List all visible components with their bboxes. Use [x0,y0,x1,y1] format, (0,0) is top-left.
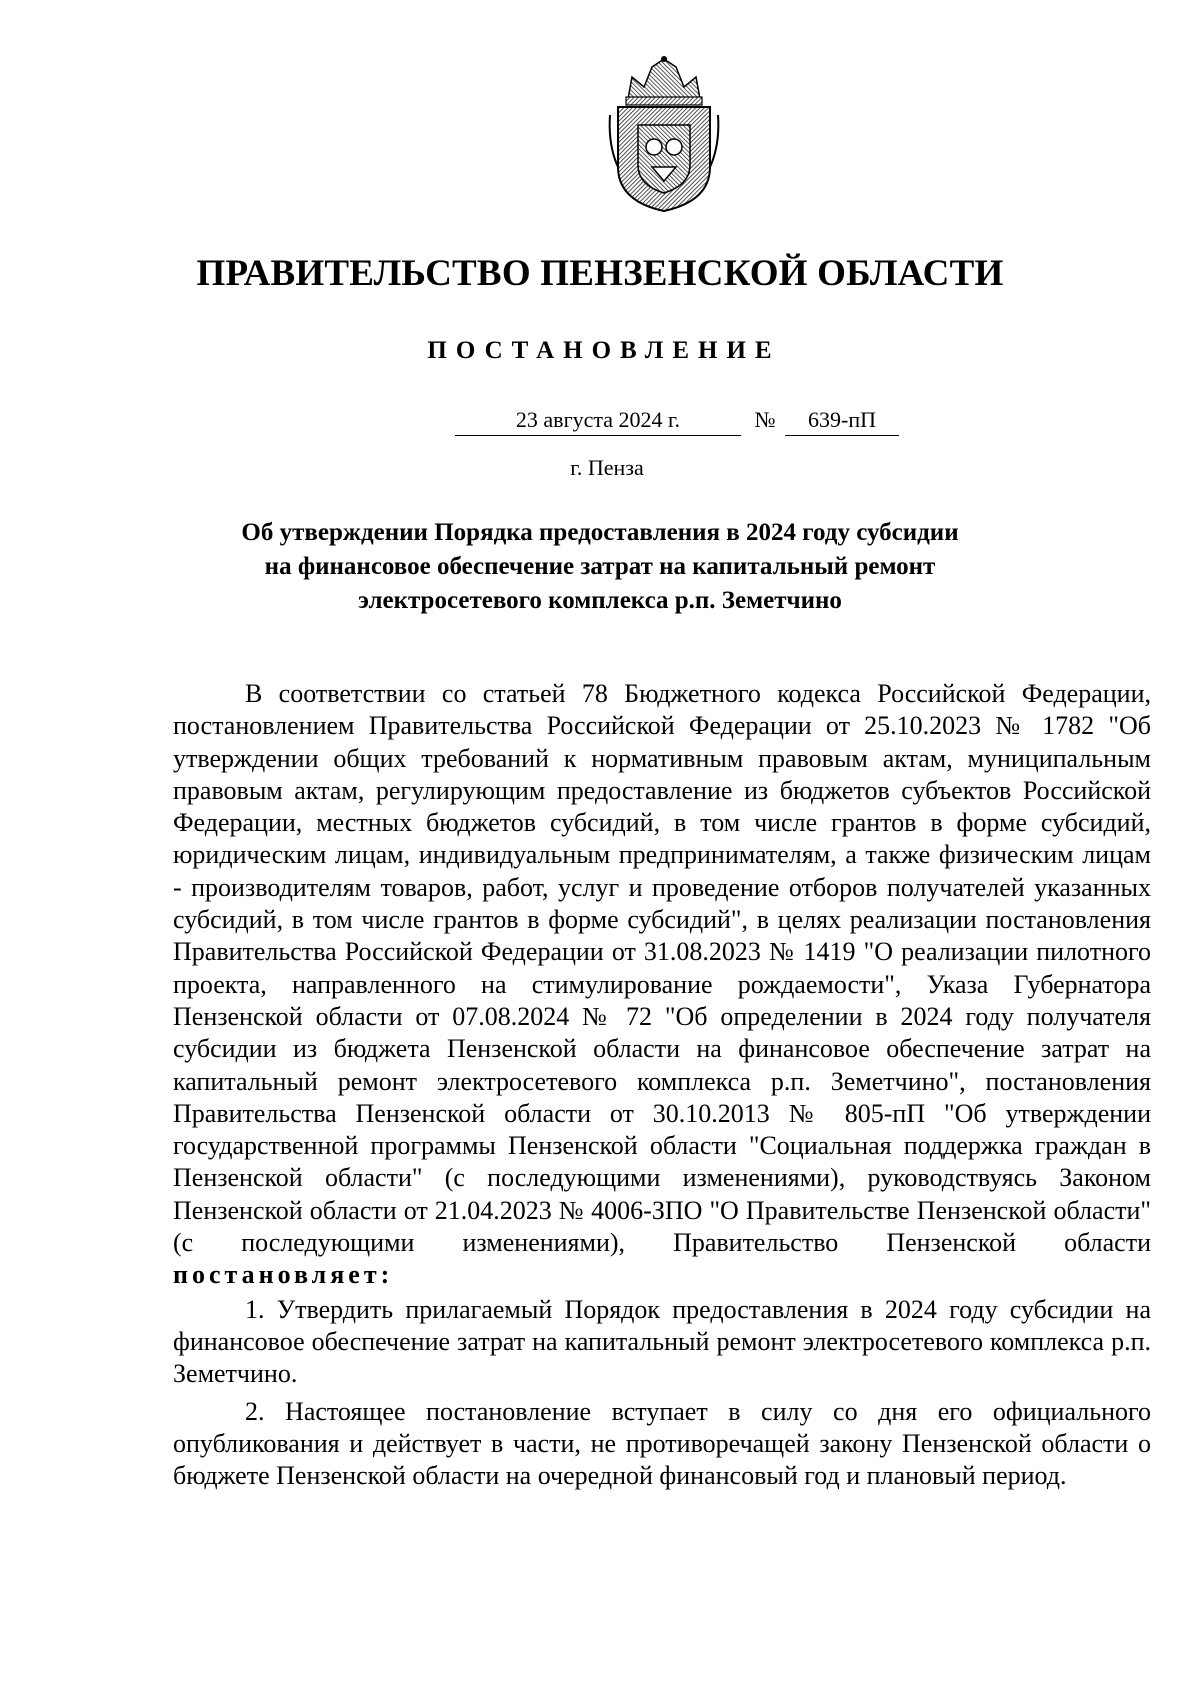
preamble-text: В соответствии со статьей 78 Бюджетного кодекса Российской Федерации, постановлением Правительства Российской Федерации от 25.10.2023 № 1782 "Об утверждении общих требований к нормативным правовым актам, муниципальным правовым актам, регулирующим предоставление из бюджетов субъектов Российской Федерации, местных бюджетов субсидий, в том числе грантов в форме субсидий, юридическим лицам, индивидуальным предпринимателям, а также физическим лицам - производителям товаров, работ, услуг и проведение отборов получателей указанных субсидий, в том числе грантов в форме субсидий", в целях реализации постановления Правительства Российской Федерации от 31.08.2023 № 1419 "О реализации пилотного проекта, направленного на стимулирование рождаемости", Указа Губернатора Пензенской области от 07.08.2024 № 72 "Об определении в 2024 году получателя субсидии из бюджета Пензенской области на финансовое обеспечение затрат на капитальный ремонт электросетевого комплекса р.п. Земетчино", постановления Правительства Пензенской области от 30.10.2013 № 805-пП "Об утверждении государственной программы Пензенской области "Социальная поддержка граждан в Пензенской области" (с последующими изменениями), руководствуясь Законом Пензенской области от 21.04.2023 № 4006-ЗПО "О Правительстве Пензенской области" (с последующими изменениями), Правительство Пензенской области [173,679,1151,1258]
date-number-line [0,405,1200,439]
number-sign: № [754,407,776,432]
city: г. Пенза [570,455,644,480]
document-date: 23 августа 2024 г. [455,405,741,436]
subject-line: на финансовое обеспечение затрат на капитальный ремонт [264,553,936,580]
document-number: 639-пП [785,405,899,436]
preamble-paragraph [173,678,1151,1292]
document-body [173,678,1151,1492]
document-subject [150,516,1050,618]
item-1: 1. Утвердить прилагаемый Порядок предоставления в 2024 году субсидии на финансовое обеспечение затрат на капитальный ремонт электросетевого комплекса р.п. Земетчино. [173,1294,1151,1389]
subject-line: Об утверждении Порядка предоставления в 2024 году субсидии [241,519,959,546]
organization-title: ПРАВИТЕЛЬСТВО ПЕНЗЕНСКОЙ ОБЛАСТИ [196,253,1004,294]
item-2: 2. Настоящее постановление вступает в силу со дня его официального опубликования и действует в части, не противоречащей закону Пензенской области о бюджете Пензенской области на очередной финансовый год и плановый период. [173,1396,1151,1491]
coat-of-arms-icon [608,55,720,213]
document-type: ПОСТАНОВЛЕНИЕ [427,337,781,364]
subject-line: электросетевого комплекса р.п. Земетчино [358,587,842,614]
resolves-word: постановляет: [173,1260,394,1290]
